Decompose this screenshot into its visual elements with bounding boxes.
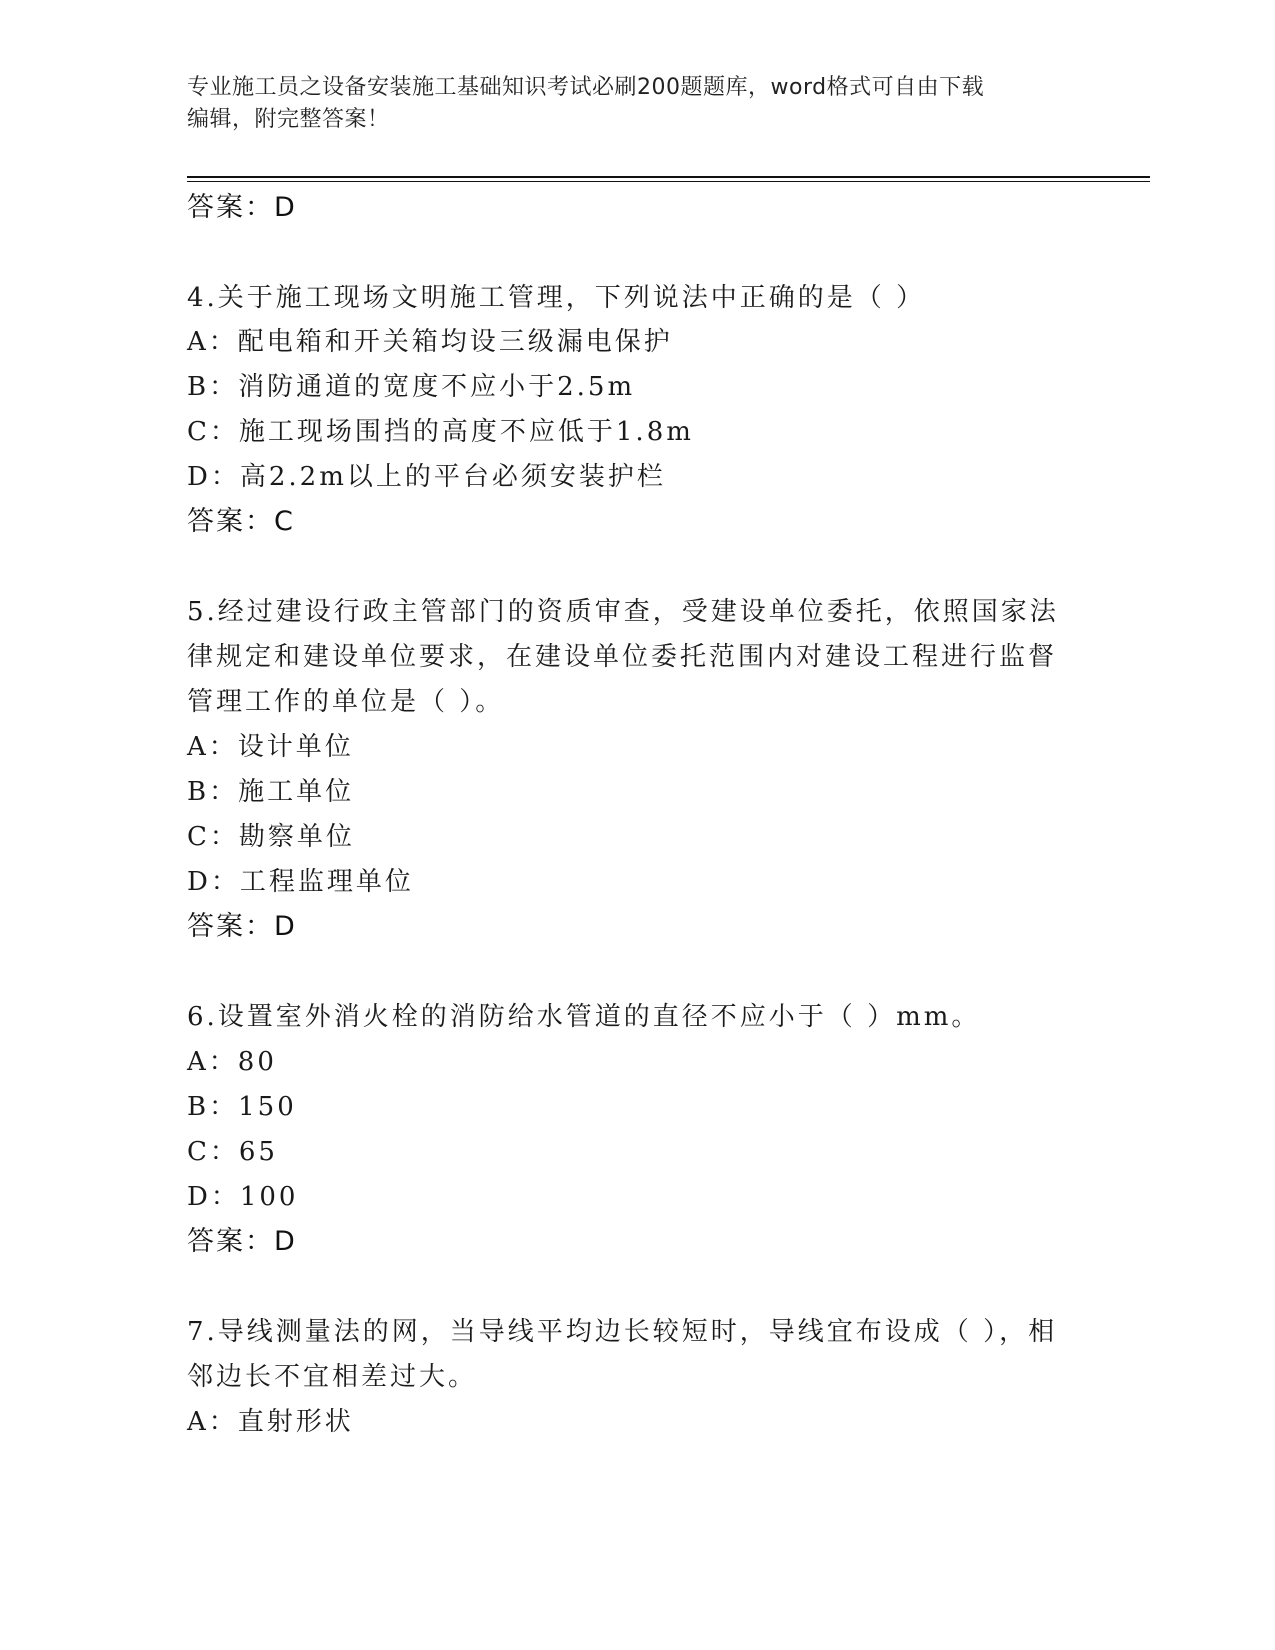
header-line-2: 编辑，附完整答案！	[187, 107, 390, 132]
question-5-stem-line-3: 管理工作的单位是（ ）。	[187, 687, 505, 717]
question-7-stem-line-2: 邻边长不宜相差过大。	[187, 1362, 478, 1392]
question-5-option-b: B：施工单位	[187, 777, 355, 807]
header-rule-thin	[187, 181, 1150, 182]
header-rule-thick	[187, 176, 1150, 178]
question-5-stem-line-1: 5.经过建设行政主管部门的资质审查，受建设单位委托，依照国家法	[187, 597, 1059, 627]
question-5-answer: 答案：D	[187, 911, 297, 942]
question-4-option-b: B：消防通道的宽度不应小于2.5m	[187, 372, 636, 402]
question-6-option-a: A：80	[187, 1047, 277, 1077]
answer-3: 答案：D	[187, 192, 297, 223]
question-6-option-b: B：150	[187, 1092, 297, 1122]
question-4-option-d: D：高2.2m以上的平台必须安装护栏	[187, 462, 666, 492]
header-line-1: 专业施工员之设备安装施工基础知识考试必刷200题题库，word格式可自由下载	[187, 75, 985, 100]
question-6-answer: 答案：D	[187, 1226, 297, 1257]
question-4-option-a: A：配电箱和开关箱均设三级漏电保护	[187, 327, 673, 357]
question-6-option-c: C：65	[187, 1137, 278, 1167]
question-4-answer: 答案：C	[187, 506, 295, 537]
question-5-stem-line-2: 律规定和建设单位要求，在建设单位委托范围内对建设工程进行监督	[187, 642, 1058, 672]
question-7-stem-line-1: 7.导线测量法的网，当导线平均边长较短时，导线宜布设成（ ），相	[187, 1317, 1058, 1347]
document-header	[187, 72, 1067, 136]
question-4-option-c: C：施工现场围挡的高度不应低于1.8m	[187, 417, 694, 447]
question-4-stem: 4.关于施工现场文明施工管理，下列说法中正确的是（ ）	[187, 283, 926, 313]
question-5-option-c: C：勘察单位	[187, 822, 355, 852]
question-6-stem: 6.设置室外消火栓的消防给水管道的直径不应小于（ ）mm。	[187, 1002, 981, 1032]
question-5-option-a: A：设计单位	[187, 732, 354, 762]
question-7-option-a: A：直射形状	[187, 1407, 354, 1437]
question-5-option-d: D：工程监理单位	[187, 867, 414, 897]
question-6-option-d: D：100	[187, 1182, 299, 1212]
